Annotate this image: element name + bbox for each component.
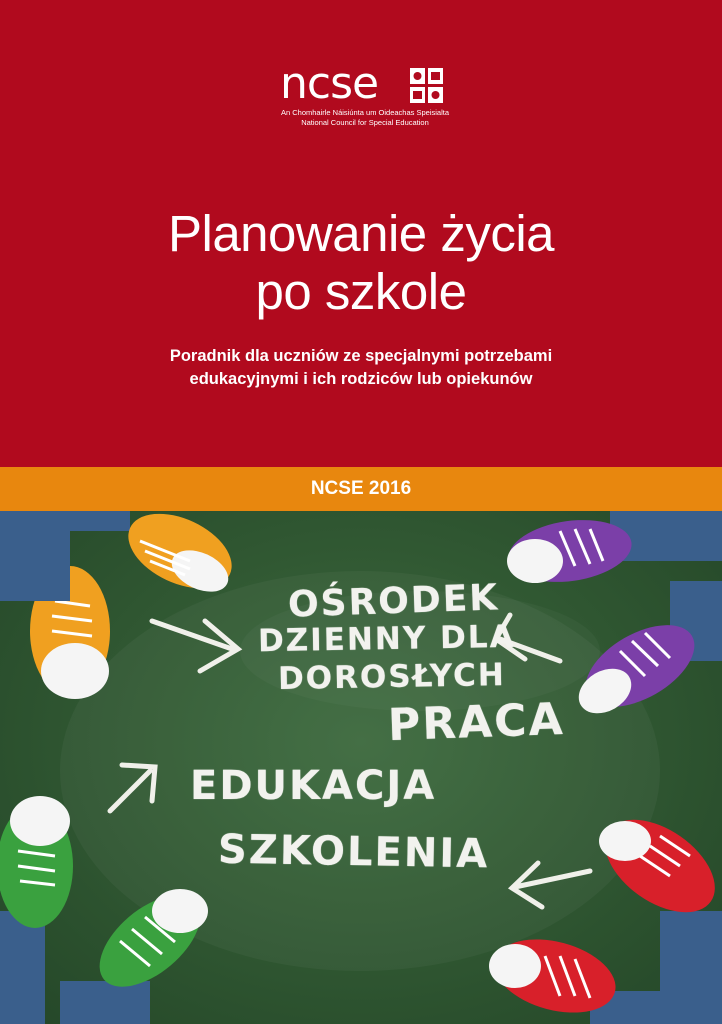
- chalk-word-dzienny-dla: DZIENNY DLA: [257, 618, 516, 660]
- page-title: [0, 205, 722, 321]
- logo-wordmark: ncse: [280, 58, 379, 109]
- subtitle-line-2: edukacyjnymi i ich rodziców lub opiekunów: [189, 370, 533, 388]
- title-line-2: po szkole: [255, 263, 467, 320]
- logo-tagline: [280, 108, 450, 128]
- chalk-word-praca: PRACA: [387, 693, 566, 752]
- chalk-word-szkolenia: SZKOLENIA: [217, 826, 490, 878]
- edition-band: [0, 467, 722, 511]
- ncse-mark-icon: [410, 68, 444, 104]
- title-line-1: Planowanie życia: [167, 205, 555, 262]
- chalk-word-edukacja: EDUKACJA: [190, 763, 437, 809]
- edition-label: NCSE 2016: [310, 478, 412, 499]
- chalk-word-doroslych: DOROSŁYCH: [277, 657, 507, 697]
- page-subtitle: [80, 345, 642, 391]
- cover-header: [0, 0, 722, 467]
- subtitle-line-1: Poradnik dla uczniów ze specjalnymi potrzebami: [169, 347, 553, 365]
- logo-tagline-irish: An Chomhairle Náisiúnta um Oideachas Speisialta: [280, 108, 449, 117]
- logo-tagline-english: National Council for Special Education: [301, 118, 429, 127]
- chalkboard-photo: [0, 511, 722, 1024]
- chalk-word-osrodek: OŚRODEK: [287, 577, 500, 626]
